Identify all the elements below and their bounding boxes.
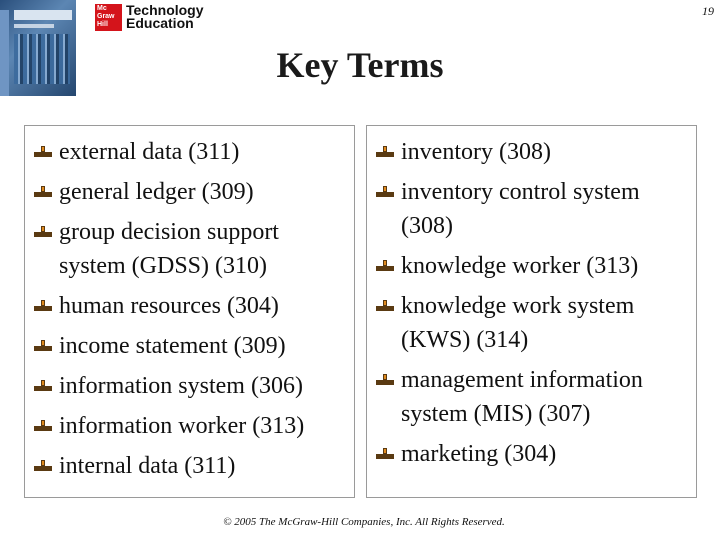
term-item <box>31 329 348 363</box>
right-terms-panel <box>366 125 697 498</box>
term-text: external data (311) <box>59 139 240 165</box>
term-item <box>31 175 348 209</box>
term-text: human resources (304) <box>59 293 279 319</box>
term-item <box>373 135 690 169</box>
term-item <box>31 449 348 483</box>
term-item <box>31 289 348 323</box>
right-terms-list <box>367 126 696 471</box>
left-terms-list <box>25 126 354 483</box>
page-number: 19 <box>702 4 714 18</box>
term-text: knowledge work system (KWS) (314) <box>401 293 635 353</box>
term-item <box>31 215 348 283</box>
term-text: group decision support system (GDSS) (310) <box>59 219 279 279</box>
bullet-icon <box>375 260 395 274</box>
term-item <box>373 175 690 243</box>
bullet-icon <box>33 340 53 354</box>
bullet-icon <box>33 186 53 200</box>
bullet-icon <box>33 380 53 394</box>
logo-text <box>126 4 204 30</box>
term-text: income statement (309) <box>59 333 286 359</box>
term-item <box>31 409 348 443</box>
term-item <box>31 369 348 403</box>
term-text: marketing (304) <box>401 441 557 467</box>
term-text: inventory control system (308) <box>401 179 640 239</box>
bullet-icon <box>33 300 53 314</box>
bullet-icon <box>33 146 53 160</box>
copyright-footer: © 2005 The McGraw-Hill Companies, Inc. All Rights Reserved. <box>223 516 505 528</box>
cover-subtitle-bar <box>14 24 54 28</box>
term-text: internal data (311) <box>59 453 236 479</box>
bullet-icon <box>33 226 53 240</box>
logo-line-2: Education <box>126 15 194 31</box>
bullet-icon <box>375 146 395 160</box>
slide-title: Key Terms <box>276 45 444 85</box>
term-item <box>373 289 690 357</box>
publisher-logo <box>95 4 204 30</box>
bullet-icon <box>375 374 395 388</box>
term-text: inventory (308) <box>401 139 551 165</box>
term-item <box>373 249 690 283</box>
term-text: information system (306) <box>59 373 303 399</box>
bullet-icon <box>375 448 395 462</box>
left-terms-panel <box>24 125 355 498</box>
term-item <box>31 135 348 169</box>
term-item <box>373 437 690 471</box>
bullet-icon <box>33 420 53 434</box>
cover-title-bar <box>14 10 72 20</box>
term-text: information worker (313) <box>59 413 305 439</box>
logo-line-1: Technology <box>126 2 204 18</box>
term-text: knowledge worker (313) <box>401 253 639 279</box>
bullet-icon <box>375 300 395 314</box>
term-text: general ledger (309) <box>59 179 254 205</box>
term-text: management information system (MIS) (307) <box>401 367 643 427</box>
bullet-icon <box>33 460 53 474</box>
term-item <box>373 363 690 431</box>
mcgraw-hill-logo-mark: Mc Graw Hill <box>95 4 122 31</box>
bullet-icon <box>375 186 395 200</box>
